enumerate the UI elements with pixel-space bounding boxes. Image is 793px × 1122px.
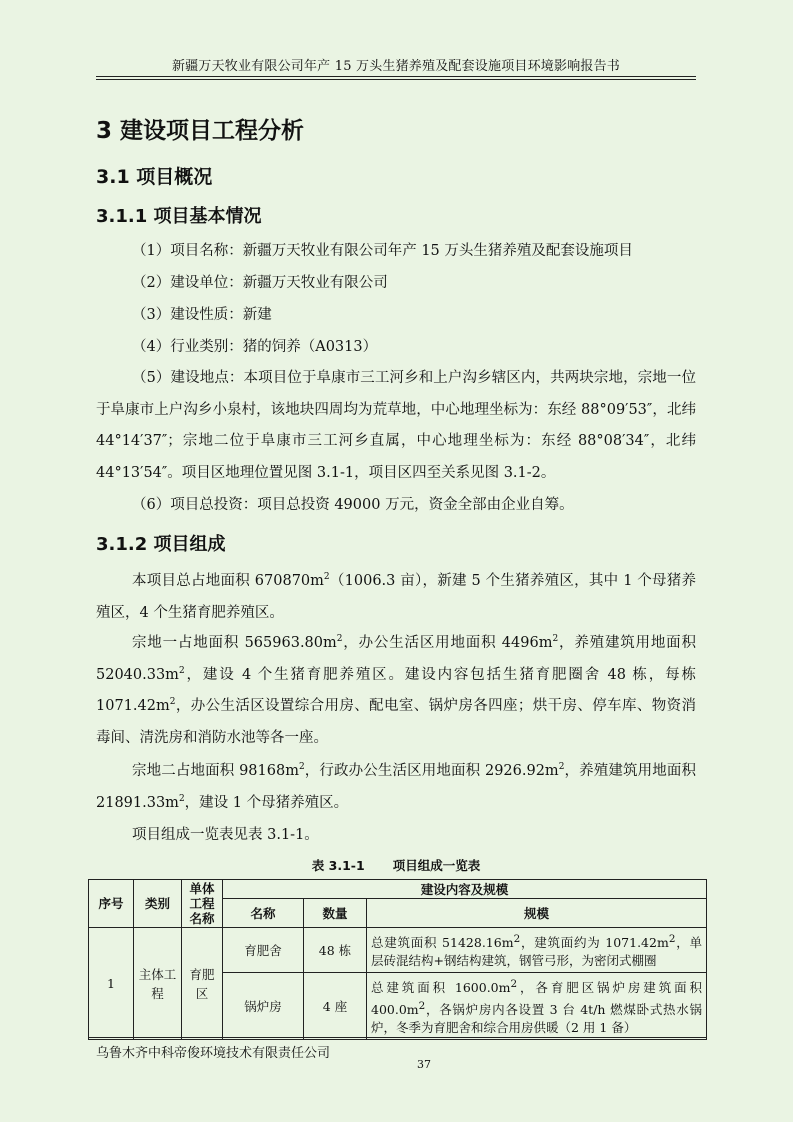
info-project-name: （1）项目名称：新疆万天牧业有限公司年产 15 万头生猪养殖及配套设施项目 (132, 243, 633, 259)
section-heading: 3.1 项目概况 (96, 166, 213, 188)
cell-name: 锅炉房 (223, 973, 304, 1040)
cell-seq: 1 (89, 928, 134, 1040)
table-caption (96, 856, 696, 874)
cell-scale: 总建筑面积 $51428.16m^2$，建筑面约为 $1071.42m^2$，单层砖混结构+钢结构建筑，钢管弓形，为密闭式棚圈 (367, 928, 707, 973)
header-unit: 单体工程名称 (182, 880, 223, 928)
table-caption-number: 表 3.1-1 (311, 858, 365, 873)
subsection-heading-basic-info: 3.1.1 项目基本情况 (96, 206, 262, 227)
composition-paragraph-total: 本项目总占地面积 $670870m^2(1006.3$ 亩），新建 5 个生猪养殖区，其中 1 个母猪养殖区，4 个生猪育肥养殖区。 (96, 572, 697, 621)
subsection-heading-composition: 3.1.2 项目组成 (96, 534, 226, 555)
info-builder: （2）建设单位：新疆万天牧业有限公司 (132, 275, 388, 291)
composition-table-reference: 项目组成一览表见表 3.1-1。 (132, 827, 319, 843)
footer-company: 乌鲁木齐中科帝俊环境技术有限责任公司 (96, 1046, 331, 1061)
cell-category: 主体工程 (134, 928, 182, 1040)
table-header-row (89, 880, 707, 899)
cell-name: 育肥舍 (223, 928, 304, 973)
cell-scale: 总建筑面积 $1600.0m^2$，各育肥区锅炉房建筑面积 $400.0m^2$，各锅炉房内各设置 3 台 4t/h 燃煤卧式热水锅炉，冬季为育肥舍和综合用房供暖（2 用 1 备） (367, 973, 707, 1040)
cell-qty: 4 座 (304, 973, 367, 1040)
header-content: 建设内容及规模 (223, 880, 707, 899)
cell-qty: 48 栋 (304, 928, 367, 973)
header-scale: 规模 (367, 899, 707, 928)
footer-rule (88, 1037, 706, 1038)
chapter-heading: 3 建设项目工程分析 (96, 118, 305, 144)
table-caption-title: 项目组成一览表 (392, 858, 481, 873)
header-rule-bottom (96, 79, 696, 80)
info-nature: （3）建设性质：新建 (132, 307, 272, 323)
cell-unit: 育肥区 (182, 928, 223, 1040)
info-industry: （4）行业类别：猪的饲养（A0313） (132, 339, 378, 355)
header-rule-top (96, 76, 696, 77)
header-name: 名称 (223, 899, 304, 928)
project-composition-table (88, 879, 707, 1040)
page-number: 37 (417, 1058, 431, 1071)
composition-paragraph-site-two: 宗地二占地面积 $98168m^2$，行政办公生活区用地面积 $2926.92m^2$，养殖建筑用地面积 $21891.33m^2$，建设 1 个母猪养殖区。 (96, 762, 696, 811)
table-row (89, 928, 707, 973)
info-location: （5）建设地点：本项目位于阜康市三工河乡和上户沟乡辖区内，共两块宗地，宗地一位于阜康市上户沟乡小泉村，该地块四周均为荒草地，中心地理坐标为：东经 88°09′53″，北纬 44°14′37″；宗地二位于阜康市三工河乡直属，中心地理坐标为：东经 88°08′34″，北纬 44°13′54″。项目区地理位置见图 3.1-1，项目区四至关系见图 3.1-2。 (96, 370, 696, 481)
info-investment: （6）项目总投资：项目总投资 49000 万元，资金全部由企业自筹。 (132, 497, 574, 513)
report-header-title: 新疆万天牧业有限公司年产 15 万头生猪养殖及配套设施项目环境影响报告书 (171, 59, 620, 74)
header-category: 类别 (134, 880, 182, 928)
header-seq: 序号 (89, 880, 134, 928)
header-qty: 数量 (304, 899, 367, 928)
composition-paragraph-site-one: 宗地一占地面积 $565963.80m^2$，办公生活区用地面积 $4496m^2$，养殖建筑用地面积 $52040.33m^2$，建设 4 个生猪育肥养殖区。建设内容包括生猪育肥圈舍 48 栋，每栋 $1071.42m^2$，办公生活区设置综合用房、配电室、锅炉房各四座；烘干房、停车库、物资消毒间、清洗房和消防水池等各一座。 (96, 634, 696, 746)
